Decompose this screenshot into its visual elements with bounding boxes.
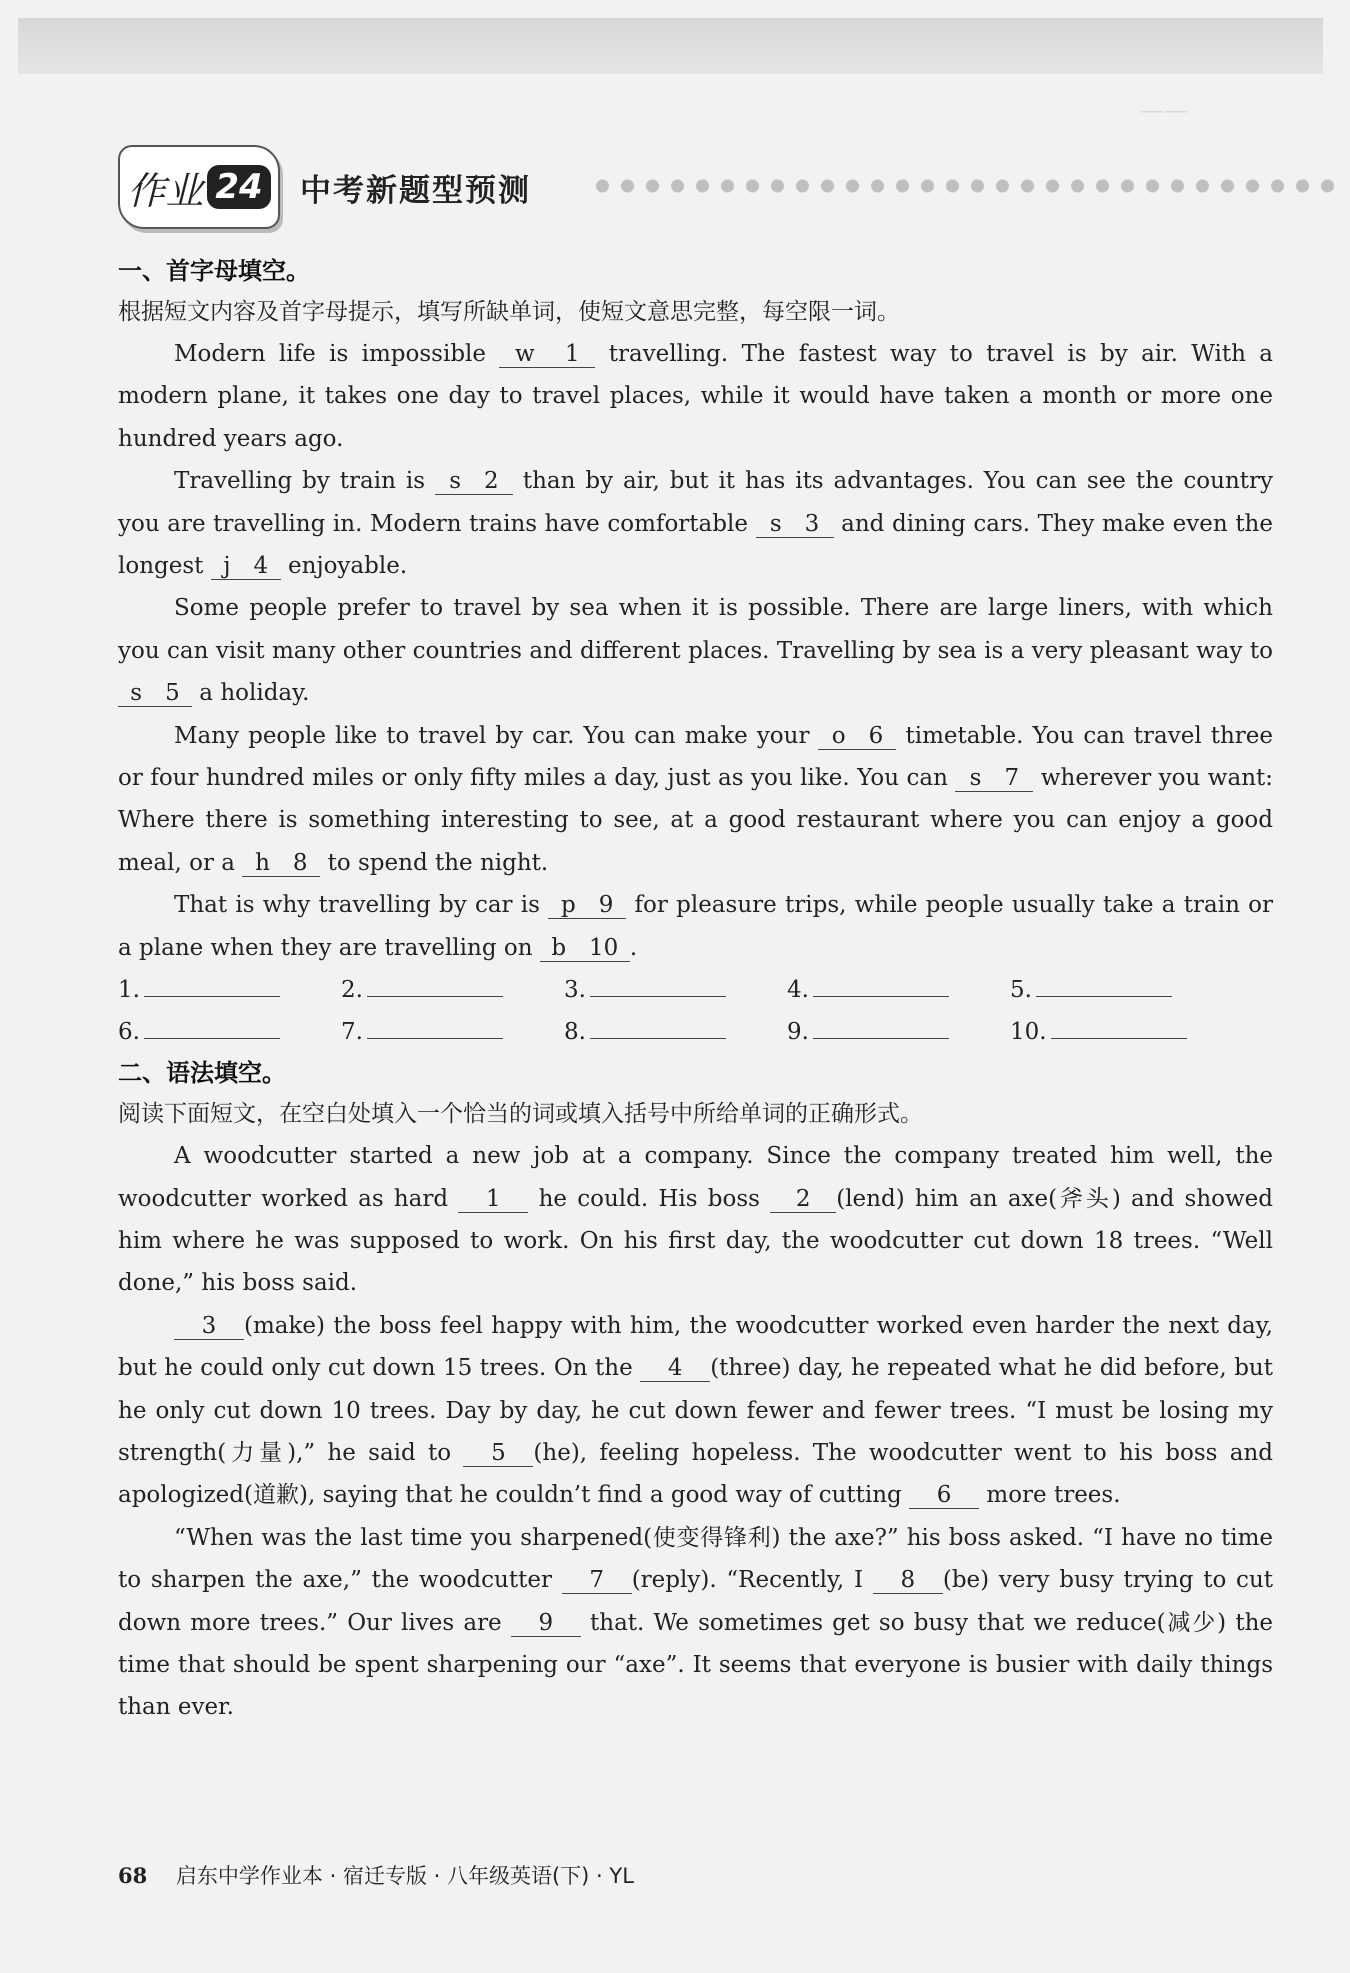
answer-number: 7. bbox=[341, 1019, 363, 1046]
fill-in-blank: 1 bbox=[458, 1186, 528, 1213]
answer-line bbox=[813, 976, 949, 997]
passage-paragraph: Travelling by train is s 2 than by air, but it has its advantages. You can see the country you are travelling in. Modern trains have comfortable s 3 and dining cars. They make even the longest j 4 enjoyable. bbox=[118, 468, 1274, 580]
fill-in-blank: 3 bbox=[174, 1313, 244, 1340]
answer-number: 5. bbox=[1010, 977, 1032, 1004]
assignment-badge bbox=[118, 145, 280, 229]
fill-in-blank: w 1 bbox=[499, 341, 595, 368]
badge-word: 作业 bbox=[127, 168, 204, 213]
answer-number: 1. bbox=[118, 977, 140, 1004]
passage-paragraph: 3 (make) the boss feel happy with him, the woodcutter worked even harder the next day, but he could only cut down 15 trees. On the 4 (three) day, he repeated what he did before, but he only cut down 10 trees. Day by day, he cut down fewer and fewer trees. “I must be losing my strength(力量),” he said to 5 (he), feeling hopeless. The woodcutter went to his boss and apologized(道歉), saying that he couldn’t find a good way of cutting 6 more trees. bbox=[118, 1312, 1273, 1509]
answer-slot bbox=[341, 1011, 564, 1053]
fill-in-blank: 9 bbox=[511, 1610, 581, 1637]
fill-in-blank: s 3 bbox=[756, 511, 834, 538]
passage-paragraph: “When was the last time you sharpened(使变得锋利) the axe?” his boss asked. “I have no time to sharpen the axe,” the woodcutter 7 (reply). “Recently, I 8 (be) very busy trying to cut down more trees.” Our lives are 9 that. We sometimes get so busy that we reduce(减少) the time that should be spent sharpening our “axe”. It seems that everyone is busier with daily things than ever. bbox=[118, 1524, 1273, 1721]
fill-in-blank: s 5 bbox=[118, 680, 192, 707]
answer-slot bbox=[341, 969, 564, 1011]
answer-slot bbox=[564, 1011, 787, 1053]
fill-in-blank: 2 bbox=[770, 1186, 836, 1213]
section1-passage bbox=[118, 333, 1273, 969]
fill-in-blank: 4 bbox=[640, 1355, 710, 1382]
fill-in-blank: b 10 bbox=[540, 935, 630, 962]
fill-in-blank: s 2 bbox=[435, 468, 513, 495]
answer-slot bbox=[118, 1011, 341, 1053]
section1-title: 一、首字母填空。 bbox=[118, 257, 310, 285]
answer-line bbox=[367, 1018, 503, 1039]
assignment-header bbox=[118, 145, 1273, 235]
fill-in-blank: j 4 bbox=[211, 553, 281, 580]
answer-slot bbox=[1010, 1011, 1233, 1053]
answer-line bbox=[144, 1018, 280, 1039]
passage-paragraph: Modern life is impossible w 1 travelling. The fastest way to travel is by air. With a modern plane, it takes one day to travel places, while it would have taken a month or more one hundred years ago. bbox=[118, 341, 1273, 452]
badge-number: 24 bbox=[207, 165, 270, 209]
fill-in-blank: 5 bbox=[463, 1440, 533, 1467]
book-title: 启东中学作业本 · 宿迁专版 · 八年级英语(下) · YL bbox=[175, 1864, 634, 1888]
answer-slot bbox=[1010, 969, 1233, 1011]
worksheet-page bbox=[118, 145, 1273, 1729]
fill-in-blank: o 6 bbox=[818, 723, 896, 750]
section2-title: 二、语法填空。 bbox=[118, 1059, 286, 1088]
page-number: 68 bbox=[118, 1863, 148, 1888]
answer-number: 10. bbox=[1010, 1019, 1047, 1046]
top-scan-band bbox=[18, 18, 1323, 74]
answer-line bbox=[367, 976, 503, 997]
passage-paragraph: Many people like to travel by car. You can make your o 6 timetable. You can travel three or four hundred miles or only fifty miles a day, just as you like. You can s 7 wherever you want: Where there is something interesting to see, at a good restaurant where you can enjoy a good meal, or a h 8 to spend the night. bbox=[118, 722, 1274, 876]
passage-paragraph: Some people prefer to travel by sea when it is possible. There are large liners, with which you can visit many other countries and different places. Travelling by sea is a very pleasant way to s 5 a holiday. bbox=[118, 595, 1273, 707]
fill-in-blank: h 8 bbox=[242, 850, 320, 877]
answer-number: 8. bbox=[564, 1019, 586, 1046]
fill-in-blank: 7 bbox=[562, 1567, 632, 1594]
answer-line bbox=[590, 1018, 726, 1039]
passage-paragraph: That is why travelling by car is p 9 for pleasure trips, while people usually take a train or a plane when they are travelling on b 10 . bbox=[118, 892, 1273, 961]
section2-instruction: 阅读下面短文，在空白处填入一个恰当的词或填入括号中所给单词的正确形式。 bbox=[118, 1101, 923, 1128]
section1-instruction: 根据短文内容及首字母提示，填写所缺单词，使短文意思完整，每空限一词。 bbox=[118, 299, 900, 325]
passage-paragraph: A woodcutter started a new job at a company. Since the company treated him well, the woodcutter worked as hard 1 he could. His boss 2 (lend) him an axe(斧头) and showed him where he was supposed to work. On his first day, the woodcutter cut down 18 trees. “Well done,” his boss said. bbox=[118, 1143, 1273, 1297]
answer-number: 4. bbox=[787, 977, 809, 1004]
answer-line bbox=[590, 976, 726, 997]
fill-in-blank: 6 bbox=[909, 1482, 979, 1509]
answer-number: 2. bbox=[341, 977, 363, 1004]
dotted-rule bbox=[590, 179, 1335, 193]
answer-slot bbox=[564, 969, 787, 1011]
answer-line bbox=[813, 1018, 949, 1039]
answer-number: 3. bbox=[564, 977, 586, 1004]
fill-in-blank: 8 bbox=[873, 1567, 943, 1594]
header-title: 中考新题型预测 bbox=[300, 173, 531, 209]
answer-number: 9. bbox=[787, 1019, 809, 1046]
fill-in-blank: s 7 bbox=[955, 765, 1033, 792]
fill-in-blank: p 9 bbox=[548, 892, 626, 919]
answer-slot bbox=[787, 1011, 1010, 1053]
answer-line bbox=[144, 976, 280, 997]
bleed-through-text: —— bbox=[1140, 96, 1188, 124]
answer-line bbox=[1036, 976, 1172, 997]
answer-line bbox=[1051, 1018, 1187, 1039]
answer-slot bbox=[118, 969, 341, 1011]
answer-slot bbox=[787, 969, 1010, 1011]
section2-passage bbox=[118, 1135, 1273, 1729]
page-footer bbox=[118, 1860, 634, 1890]
answer-grid bbox=[118, 969, 1273, 1053]
answer-number: 6. bbox=[118, 1019, 140, 1046]
